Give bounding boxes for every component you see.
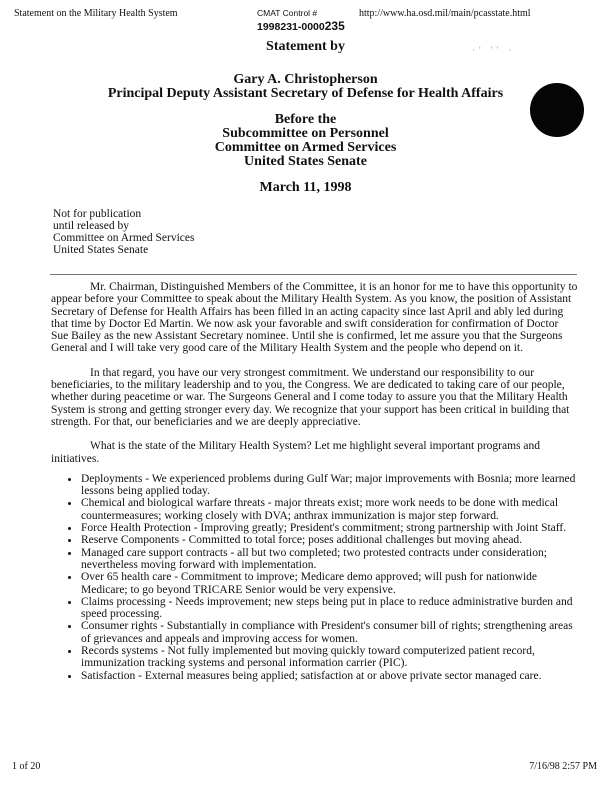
list-item [51, 547, 578, 572]
list-item-text: Force Health Protection - Improving greatly; President's commitment; strong partnership with Joint Staff. [81, 522, 567, 535]
release-line: Not for publication [53, 208, 142, 220]
list-item-text: Consumer rights - Substantially in compliance with President's consumer bill of rights; strengthening areas of grievances and appeals and improving access for women. [81, 620, 573, 645]
list-item [51, 522, 578, 534]
release-line: until released by [53, 220, 130, 232]
bullet-icon [68, 625, 71, 628]
list-item [51, 596, 578, 621]
list-item-text: Managed care support contracts - all but two completed; two protested contracts under consideration; nevertheless moving forward with implementation. [81, 546, 547, 571]
bullet-icon [68, 601, 71, 604]
scan-blot-mark [530, 83, 584, 137]
list-item [51, 497, 578, 522]
before-line: United States Senate [244, 154, 367, 169]
paragraph: Mr. Chairman, Distinguished Members of the Committee, it is an honor for me to have this opportunity to appear before your Committee to speak about the Military Health System. As you know, the position of Assistant Secretary of Defense for Health Affairs has been filled in an acting capacity since last April and ably led during that time by Doctor Ed Martin. We now ask your favorable and swift consideration for confirmation of Doctor Sue Bailey as the new Assistant Secretary nominee. Until she is confirmed, let me assure you that the Surgeons General and I will take very good care of the Military Health System and the people who depend on it. [51, 281, 578, 355]
list-item-text: Claims processing - Needs improvement; new steps being put in place to reduce administrative burden and speed processing. [81, 595, 573, 621]
list-item [51, 473, 578, 498]
release-line: United States Senate [53, 244, 149, 256]
before-line: Before the [274, 112, 337, 127]
bullet-icon [68, 502, 71, 505]
before-line: Committee on Armed Services [214, 140, 397, 155]
cmat-label: CMAT Control # [257, 8, 318, 18]
statement-body [51, 281, 578, 682]
statement-by-heading: Statement by [266, 39, 345, 54]
list-item-text: Records systems - Not fully implemented but moving quickly toward computerized patient record, immunization tracking systems and personal information carrier (PIC). [81, 645, 535, 670]
page-number: 1 of 20 [12, 761, 41, 772]
list-item-text: Satisfaction - External measures being applied; satisfaction at or above private sector managed care. [81, 669, 542, 682]
bullet-icon [68, 650, 71, 653]
statement-date: March 11, 1998 [259, 180, 352, 195]
bullet-icon [68, 527, 71, 530]
bullet-icon [68, 675, 71, 678]
list-item-text: Deployments - We experienced problems during Gulf War; major improvements with Bosnia; more learned lessons being applied today. [81, 472, 576, 498]
bullet-icon [68, 478, 71, 481]
page-url: http://www.ha.osd.mil/main/pcasstate.html [359, 8, 531, 19]
control-prefix: 1998231-0000 [257, 21, 325, 33]
bullet-icon [68, 552, 71, 555]
speaker-position: Principal Deputy Assistant Secretary of Defense for Health Affairs [107, 86, 504, 101]
paragraph: What is the state of the Military Health System? Let me highlight several important programs and initiatives. [51, 440, 540, 465]
list-item-text: Over 65 health care - Commitment to improve; Medicare demo approved; will push for nationwide Medicare; to go beyond TRICARE Senior would be very expensive. [81, 571, 538, 596]
list-item [51, 670, 578, 682]
print-timestamp: 7/16/98 2:57 PM [529, 761, 597, 772]
list-item [51, 620, 578, 645]
page-header-title: Statement on the Military Health System [14, 8, 178, 19]
initiatives-list [51, 473, 578, 682]
before-line: Subcommittee on Personnel [222, 126, 389, 141]
divider-rule [50, 274, 577, 275]
list-item [51, 645, 578, 670]
paragraph: In that regard, you have our very strongest commitment. We understand our responsibility to our beneficiaries, to the military leadership and to you, the Congress. We are dedicated to taking care of our people, whether during peacetime or war. The Surgeons General and I come today to assure you that the Military Health System is strong and getting stronger every day. We recognize that your support has been critical in building that strength. For that, our beneficiaries and we are deeply appreciative. [51, 366, 570, 428]
before-committee-block [100, 113, 511, 169]
list-item-text: Reserve Components - Committed to total force; poses additional challenges but moving ahead. [81, 534, 523, 547]
list-item-text: Chemical and biological warfare threats - major threats exist; more work needs to be done with medical countermeasures; working closely with DVA; anthrax immunization is major step forward. [81, 497, 559, 522]
control-suffix: 235 [324, 19, 345, 33]
speaker-name: Gary A. Christopherson [233, 72, 378, 87]
cmat-control-number [257, 19, 345, 33]
scan-specks: ·' '' · [472, 45, 516, 55]
list-item [51, 534, 578, 546]
release-line: Committee on Armed Services [53, 232, 195, 244]
bullet-icon [68, 576, 71, 579]
bullet-icon [68, 539, 71, 542]
release-notice [53, 208, 195, 256]
list-item [51, 571, 578, 596]
